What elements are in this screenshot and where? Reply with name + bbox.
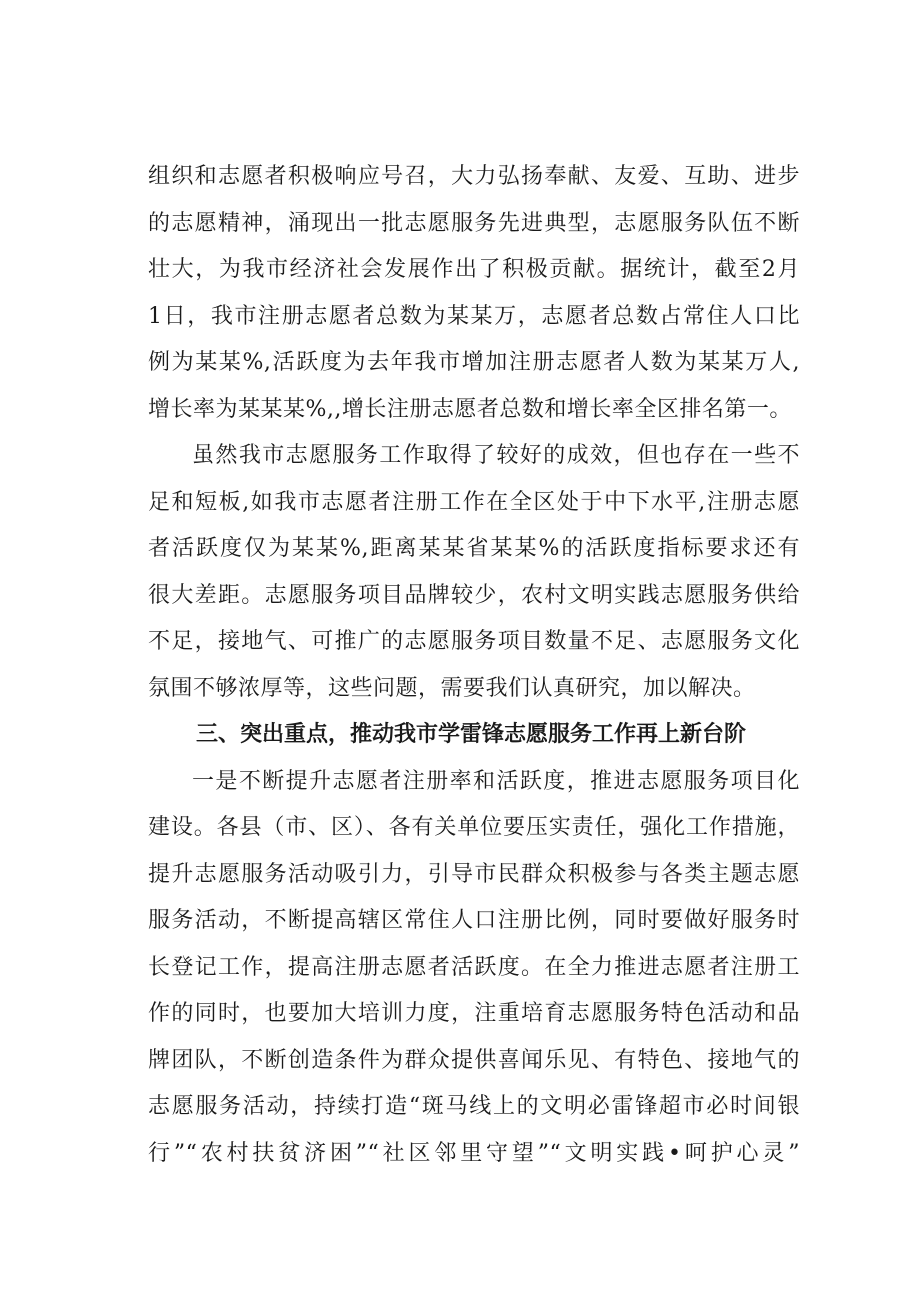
text-line: 足和短板,如我市志愿者注册工作在全区处于中下水平,注册志愿: [148, 489, 800, 515]
text-line: 的志愿精神，涌现出一批志愿服务先进典型，志愿服务队伍不断: [148, 210, 800, 236]
text-line: 1日，我市注册志愿者总数为某某万，志愿者总数占常住人口比: [148, 303, 800, 329]
text-line: 建设。各县（市、区）、各有关单位要压实责任，强化工作措施，: [148, 815, 800, 840]
text-line: 一是不断提升志愿者注册率和活跃度，推进志愿服务项目化: [192, 768, 800, 794]
text-line: 志愿服务活动，持续打造“斑马线上的文明必雷锋超市必时间银: [148, 1094, 800, 1119]
text-line: 长登记工作，提高注册志愿者活跃度。在全力推进志愿者注册工: [148, 954, 800, 980]
text-line: 增长率为某某某%,,增长注册志愿者总数和增长率全区排名第一。: [148, 396, 792, 422]
text-line: 服务活动，不断提高辖区常住人口注册比例，同时要做好服务时: [148, 908, 800, 933]
text-line: 氛围不够浓厚等，这些问题，需要我们认真研究，加以解决。: [148, 675, 756, 701]
section-heading: 三、突出重点，推动我市学雷锋志愿服务工作再上新台阶: [196, 722, 747, 747]
paragraph-volunteer-stats: [148, 154, 800, 433]
text-line: 行”“农村扶贫济困”“社区邻里守望”“文明实践•呵护心灵”: [148, 1140, 800, 1166]
text-line: 很大差距。志愿服务项目品牌较少，农村文明实践志愿服务供给: [148, 582, 800, 608]
paragraph-shortcomings: [148, 433, 800, 712]
text-line: 壮大，为我市经济社会发展作出了积极贡献。据统计，截至2月: [148, 257, 800, 282]
text-line: 牌团队，不断创造条件为群众提供喜闻乐见、有特色、接地气的: [148, 1047, 800, 1073]
text-line: 作的同时，也要加大培训力度，注重培育志愿服务特色活动和品: [148, 1001, 800, 1026]
text-line: 者活跃度仅为某某%,距离某某省某某%的活跃度指标要求还有: [148, 536, 800, 561]
text-line: 提升志愿服务活动吸引力，引导市民群众积极参与各类主题志愿: [148, 861, 800, 887]
text-line: 虽然我市志愿服务工作取得了较好的成效，但也存在一些不: [192, 443, 800, 468]
text-line: 组织和志愿者积极响应号召，大力弘扬奉献、友爱、互助、进步: [148, 164, 800, 189]
document-page: [148, 154, 800, 1177]
text-line: 不足，接地气、可推广的志愿服务项目数量不足、志愿服务文化: [148, 629, 800, 654]
text-line: 例为某某%,活跃度为去年我市增加注册志愿者人数为某某万人,: [148, 350, 800, 375]
paragraph-registration-rate: [148, 759, 800, 1178]
